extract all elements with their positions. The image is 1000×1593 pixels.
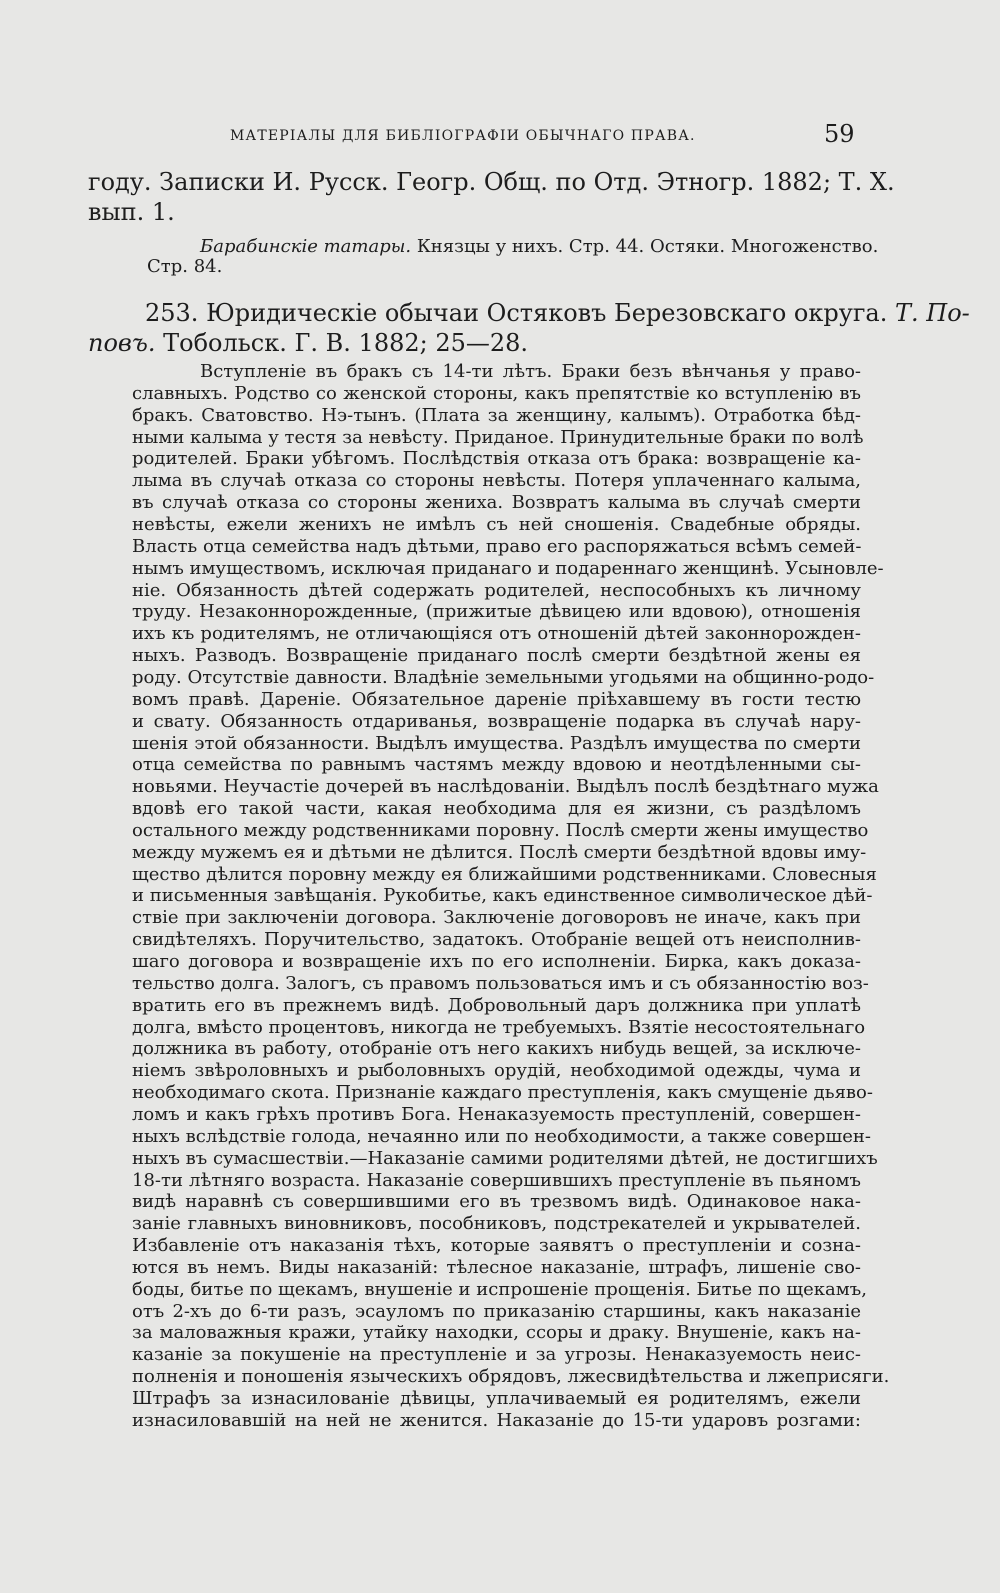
body-line: труду. Незаконнорожденные, (прижитые дѣвицею или вдовою), отношенія — [132, 601, 861, 623]
body-line: видѣ наравнѣ съ совершившими его въ трезвомъ видѣ. Одинаковое нака- — [132, 1191, 861, 1213]
body-line: свидѣтеляхъ. Поручительство, задатокъ. Отобраніе вещей отъ неисполнив- — [132, 929, 861, 951]
body-line: Власть отца семейства надъ дѣтьми, право его распоряжаться всѣмъ семей- — [132, 535, 862, 557]
body-line: родителей. Браки убѣгомъ. Послѣдствія отказа отъ брака: возвращеніе ка- — [132, 448, 861, 470]
body-line: шаго договора и возвращеніе ихъ по его исполненіи. Бирка, какъ доказа- — [132, 951, 861, 972]
body-line: вратить его въ прежнемъ видѣ. Добровольный даръ должника при уплатѣ — [132, 994, 861, 1016]
running-title: МАТЕРІАЛЫ ДЛЯ БИБЛІОГРАФІИ ОБЫЧНАГО ПРАВА. — [230, 128, 696, 144]
body-line: ныхъ въ сумасшествіи.—Наказаніе самими родителями дѣтей, не достигшихъ — [132, 1147, 878, 1169]
body-line: роду. Отсутствіе давности. Владѣніе земельными угодьями на общинно-родо- — [132, 666, 875, 688]
body-line: ихъ къ родителямъ, не отличающіяся отъ отношеній дѣтей законнорожден- — [132, 623, 861, 645]
body-line: вомъ правѣ. Дареніе. Обязательное дареніе пріѣхавшему въ гости тестю — [132, 688, 861, 710]
body-line: и свату. Обязанность отдариванья, возвращеніе подарка въ случаѣ нару- — [132, 710, 861, 732]
body-line: за маловажныя кражи, утайку находки, ссоры и драку. Внушеніе, какъ на- — [132, 1322, 861, 1344]
body-line: славныхъ. Родство со женской стороны, какъ препятствіе ко вступленію въ — [132, 382, 861, 404]
body-line: отъ 2-хъ до 6-ти разъ, эсауломъ по приказанію старшины, какъ наказаніе — [132, 1300, 861, 1322]
body-line: должника въ работу, отобраніе отъ него какихъ нибудь вещей, за исключе- — [132, 1038, 861, 1060]
entry-253-publication: Тобольск. Г. В. 1882; 25—28. — [163, 329, 529, 357]
body-line: Избавленіе отъ наказанія тѣхъ, которые заявятъ о преступленіи и созна- — [132, 1235, 861, 1256]
body-line: Штрафъ за изнасилованіе дѣвицы, уплачиваемый ея родителямъ, ежели — [132, 1388, 861, 1409]
entry-253-title-line-1 — [145, 299, 970, 327]
body-line: ныхъ. Разводъ. Возвращеніе приданаго послѣ смерти бездѣтной жены ея — [132, 645, 861, 666]
body-line: невѣсты, ежели женихъ не имѣлъ съ ней сношенія. Свадебные обряды. — [132, 514, 861, 535]
body-line: 18-ти лѣтняго возраста. Наказаніе совершившихъ преступленіе въ пьяномъ — [132, 1169, 861, 1191]
note-rest: Князцы у нихъ. Стр. 44. Остяки. Многоженство. — [416, 236, 879, 257]
body-line: ніемъ звѣроловныхъ и рыболовныхъ орудій, необходимой одежды, чума и — [132, 1060, 861, 1082]
entry-253-title-line-2 — [88, 329, 528, 357]
body-line: боды, битье по щекамъ, внушеніе и испрошеніе прощенія. Битье по щекамъ, — [132, 1278, 867, 1300]
entry-253-author-part-1: Т. По- — [895, 299, 970, 327]
previous-entry-note-line-2: Стр. 84. — [147, 256, 223, 277]
body-line: шенія этой обязанности. Выдѣлъ имущества. Раздѣлъ имущества по смерти — [132, 732, 861, 754]
body-line: Вступленіе въ бракъ съ 14-ти лѣтъ. Браки безъ вѣнчанья у право- — [200, 361, 861, 382]
body-line: въ случаѣ отказа со стороны жениха. Возвратъ калыма въ случаѣ смерти — [132, 492, 861, 514]
body-line: ствіе при заключеніи договора. Заключеніе договоровъ не иначе, какъ при — [132, 907, 861, 929]
body-line: лыма въ случаѣ отказа со стороны невѣсты. Потеря уплаченнаго калыма, — [132, 470, 861, 492]
body-line: ными калыма у тестя за невѣсту. Приданое. Принудительные браки по волѣ — [132, 426, 864, 448]
entry-253-title: 253. Юридическіе обычаи Остяковъ Березовскаго округа. — [145, 299, 888, 327]
body-line: бракъ. Сватовство. Нэ-тынъ. (Плата за женщину, калымъ). Отработка бѣд- — [132, 404, 861, 426]
body-line: заніе главныхъ виновниковъ, пособниковъ, подстрекателей и укрывателей. — [132, 1213, 861, 1235]
body-line: ныхъ вслѣдствіе голода, нечаянно или по необходимости, а также совершен- — [132, 1125, 871, 1147]
body-line: казаніе за покушеніе на преступленіе и за угрозы. Ненаказуемость неис- — [132, 1344, 861, 1366]
entry-253-author-part-2: повъ. — [88, 329, 156, 357]
body-line: отца семейства по равнымъ частямъ между вдовою и неотдѣленными сы- — [132, 754, 861, 776]
body-line: полненія и поношенія языческихъ обрядовъ, лжесвидѣтельства и лжеприсяги. — [132, 1366, 890, 1388]
previous-entry-note-line-1 — [200, 236, 879, 257]
body-line: и письменныя завѣщанія. Рукобитье, какъ единственное символическое дѣй- — [132, 885, 873, 907]
page-number: 59 — [824, 120, 855, 148]
previous-entry-line-1: году. Записки И. Русск. Геогр. Общ. по Отд. Этногр. 1882; Т. X. — [88, 168, 895, 196]
body-line: ніе. Обязанность дѣтей содержать родителей, неспособныхъ къ личному — [132, 579, 861, 601]
body-line: щество дѣлится поровну между ея ближайшими родственниками. Словесныя — [132, 863, 877, 885]
body-line: вдовѣ его такой части, какая необходима для ея жизни, съ раздѣломъ — [132, 798, 861, 819]
body-line: долга, вмѣсто процентовъ, никогда не требуемыхъ. Взятіе несостоятельнаго — [132, 1016, 866, 1038]
body-line: между мужемъ ея и дѣтьми не дѣлится. Послѣ смерти бездѣтной вдовы иму- — [132, 841, 867, 863]
body-line: тельство долга. Залогъ, съ правомъ пользоваться имъ и съ обязанностію воз- — [132, 972, 869, 994]
body-line: новьями. Неучастіе дочерей въ наслѣдованіи. Выдѣлъ послѣ бездѣтнаго мужа — [132, 776, 879, 798]
body-line: необходимаго скота. Признаніе каждаго преступленія, какъ смущеніе дьяво- — [132, 1082, 873, 1104]
previous-entry-line-2: вып. 1. — [88, 198, 175, 226]
note-italic-title: Барабинскіе татары. — [200, 236, 412, 257]
body-line: остального между родственниками поровну. Послѣ смерти жены имущество — [132, 819, 869, 841]
body-line: ломъ и какъ грѣхъ противъ Бога. Ненаказуемость преступленій, совершен- — [132, 1103, 861, 1125]
body-line: изнасиловавшій на ней не женится. Наказаніе до 15-ти ударовъ розгами: — [132, 1409, 861, 1431]
body-line: нымъ имуществомъ, исключая приданаго и подареннаго женщинѣ. Усыновле- — [132, 557, 884, 579]
body-line: ются въ немъ. Виды наказаній: тѣлесное наказаніе, штрафъ, лишеніе сво- — [132, 1256, 861, 1278]
